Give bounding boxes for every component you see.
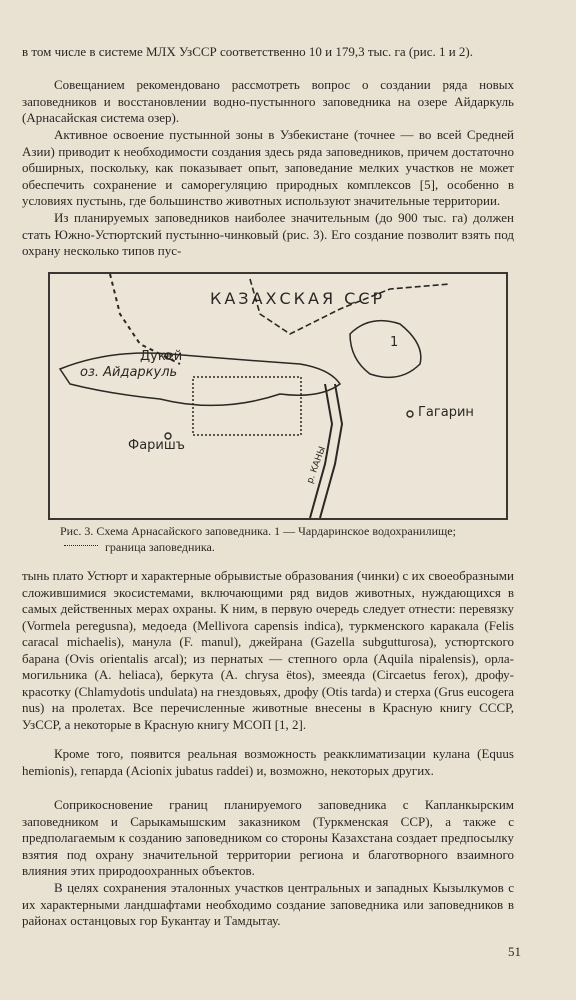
caption-part1: Рис. 3. Схема Арнасайского заповедника. 1 — Чардаринское водохранилище;	[60, 524, 456, 538]
caption-part2: граница заповедника.	[105, 540, 215, 554]
label-num1: 1	[390, 335, 399, 350]
label-farish: Фаришъ	[128, 438, 185, 453]
label-kanal: р. КАНЫ	[305, 445, 329, 486]
figure-caption	[60, 523, 490, 555]
paragraph-6: Кроме того, появится реальная возможность реакклиматизации кулана (Equus hemionis), гепарда (Acionix jubatus raddei) и, возможно, некоторых других.	[22, 746, 514, 778]
map-figure	[48, 272, 508, 520]
map-drawing	[50, 274, 506, 518]
boundary-legend-icon	[64, 545, 98, 552]
label-kazakh: КАЗАХСКАЯ ССР	[210, 289, 386, 308]
paragraph-8: В целях сохранения эталонных участков центральных и западных Кызылкумов с их характерными ландшафтами необходимо создание заповедника или заповедников в районах останцовых гор Букантау и Тамдытау.	[22, 880, 514, 928]
paragraph-5: тынь плато Устюрт и характерные обрывистые образования (чинки) с их своеобразными сложившимися экосистемами, включающими ряд видов животных, нуждающихся в самых действенных мерах охраны. К ним, в первую очередь следует отнести: перевязку (Vormela peregusna), медоеда (Mellivora capensis indica), туркменского каракала (Felis caracal michaelis), манула (F. manul), джейрана (Gazella subgutturosa), устюртского барана (Ovis orientalis arcal); из пернатых — степного орла (Aquila nipalensis), орла-могильника (A. heliaca), беркута (A. chrysa ëtos), змееяда (Circaetus ferox), дрофу-красотку (Chlamydotis undulata) на гнездовьях, дрофу (Otis tarda) и стерха (Grus eucogera nus) на пролетах. Все перечисленные животные внесены в Красную книгу СССР, УзССР, а некоторые в Красную книгу МСОП [1, 2].	[22, 568, 514, 732]
paragraph-4: Из планируемых заповедников наиболее значительным (до 900 тыс. га) должен стать Южно-Устюртский пустынно-чинковый (рис. 3). Его создание позволит взять под охрану несколько типов пус-	[22, 210, 514, 258]
reservoir-shape	[350, 321, 421, 378]
settlement-gagarin	[407, 411, 413, 417]
label-dukey: Дукей	[140, 349, 183, 364]
label-lake: оз. Айдаркуль	[80, 365, 178, 380]
paragraph-7: Соприкосновение границ планируемого заповедника с Капланкырским заповедником и Сарыкамышским заказником (Туркменская ССР), а также с предполагаемым к созданию заповедником со стороны Казахстана создает предпосылку взятия под охрану значительной территории региона и благотворного взаимного влияния этих природоохранных объектов.	[22, 797, 514, 878]
paragraph-1: в том числе в системе МЛХ УзССР соответственно 10 и 179,3 тыс. га (рис. 1 и 2).	[22, 44, 474, 59]
page-number: 51	[508, 944, 521, 959]
paragraph-2: Совещанием рекомендовано рассмотреть вопрос о создании ряда новых заповедников и восстановлении водно-пустынного заповедника на озере Айдаркуль (Арнасайская система озер).	[22, 77, 514, 125]
label-gagarin: Гагарин	[418, 405, 474, 420]
paragraph-3: Активное освоение пустынной зоны в Узбекистане (точнее — во всей Средней Азии) приводит к необходимости создания здесь ряда заповедников, причем достаточно обширных, поскольку, как показывает опыт, заповедание мелких участков не может обеспечить сохранение и саморегуляцию природных комплексов [5], особенно в условиях пустынь, где большинство животных используют значительные территории.	[22, 127, 514, 208]
